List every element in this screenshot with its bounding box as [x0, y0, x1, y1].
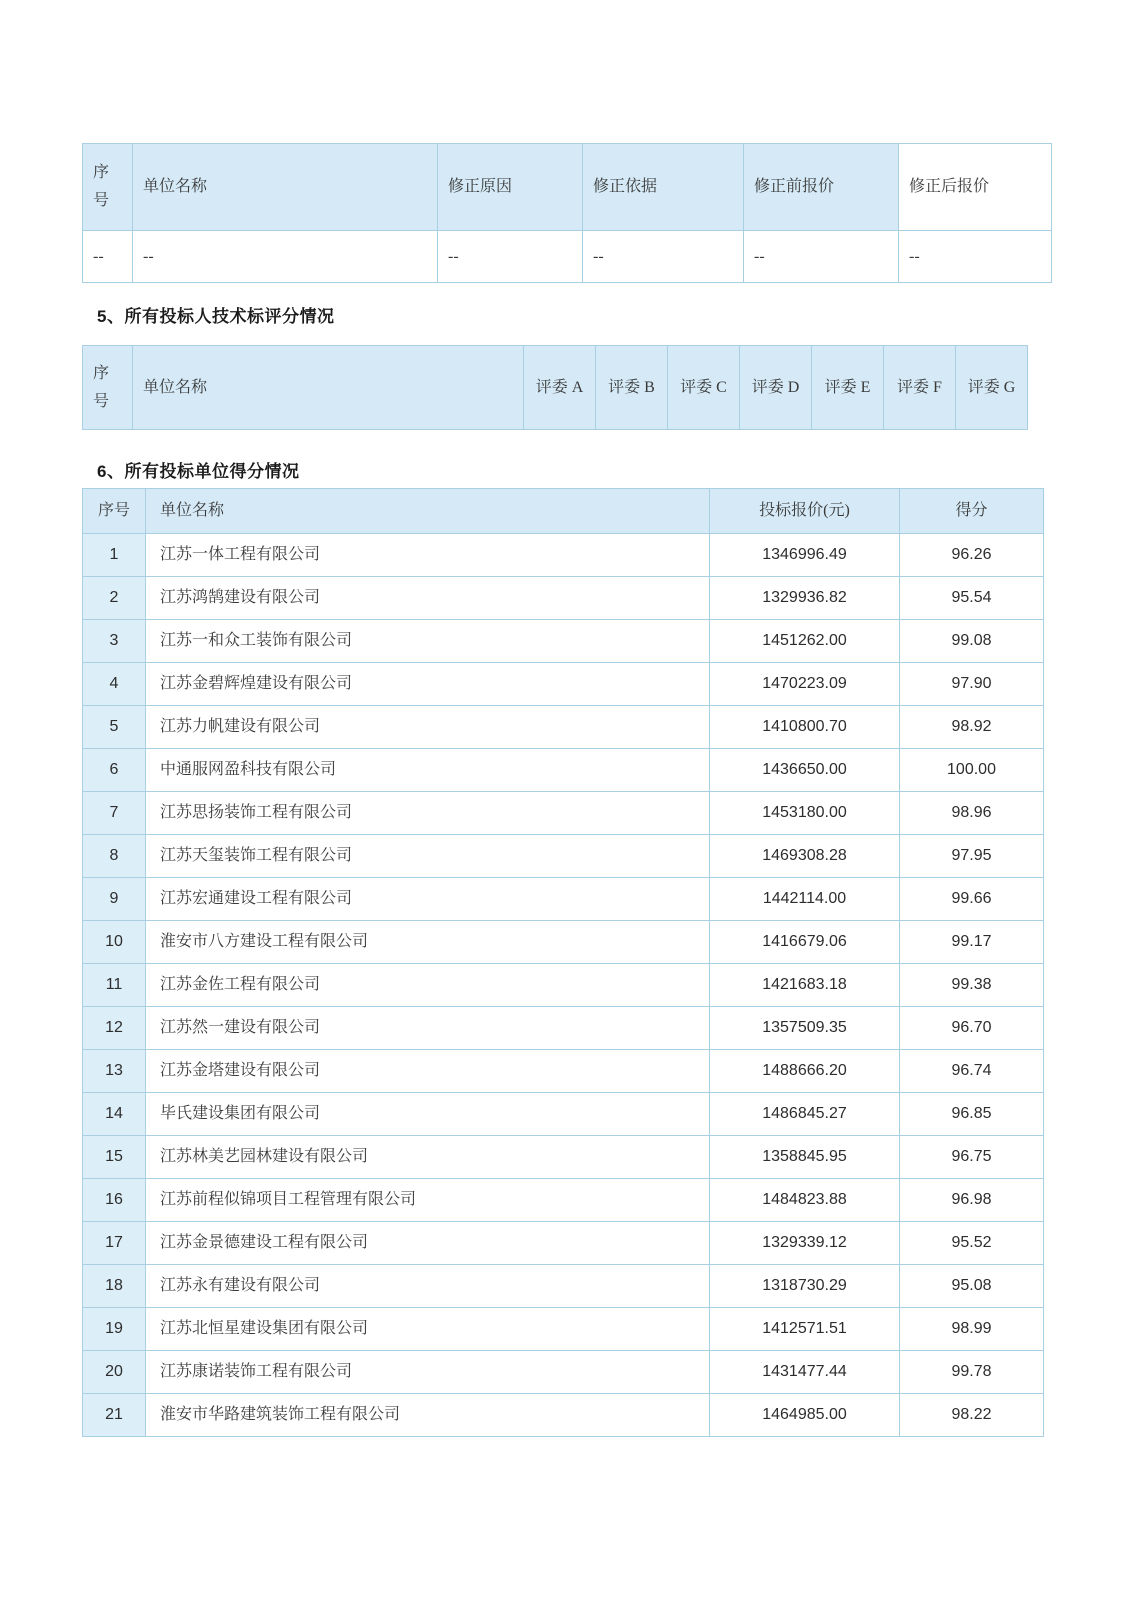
- cell-bid-price: 1358845.95: [710, 1136, 900, 1179]
- cell-score: 98.22: [900, 1394, 1044, 1437]
- cell-score: 97.95: [900, 835, 1044, 878]
- column-header: 评委 F: [884, 346, 956, 430]
- cell-bid-price: 1470223.09: [710, 663, 900, 706]
- cell-serial-number: 19: [83, 1308, 146, 1351]
- column-header: 评委 C: [668, 346, 740, 430]
- cell-bid-price: 1431477.44: [710, 1351, 900, 1394]
- cell-score: 96.26: [900, 534, 1044, 577]
- cell-company-name: 江苏永有建设有限公司: [146, 1265, 710, 1308]
- cell-company-name: 江苏天玺装饰工程有限公司: [146, 835, 710, 878]
- table-row: [83, 1136, 1044, 1179]
- table-row: [83, 835, 1044, 878]
- cell-bid-price: 1464985.00: [710, 1394, 900, 1437]
- column-header: 得分: [900, 489, 1044, 534]
- cell-score: 98.92: [900, 706, 1044, 749]
- cell-score: 95.52: [900, 1222, 1044, 1265]
- cell-serial-number: 7: [83, 792, 146, 835]
- correction-table: [82, 143, 1052, 283]
- table-row: [83, 1222, 1044, 1265]
- column-header: 序号: [83, 144, 133, 231]
- table-row: [83, 964, 1044, 1007]
- cell-bid-price: 1442114.00: [710, 878, 900, 921]
- table-row: [83, 921, 1044, 964]
- column-header: 评委 E: [812, 346, 884, 430]
- table-row: [83, 1007, 1044, 1050]
- column-header: 评委 G: [956, 346, 1028, 430]
- table-row: [83, 1050, 1044, 1093]
- table-cell: --: [438, 231, 583, 283]
- column-header: 单位名称: [146, 489, 710, 534]
- correction-table-header-row: [83, 144, 1052, 231]
- cell-serial-number: 16: [83, 1179, 146, 1222]
- cell-serial-number: 15: [83, 1136, 146, 1179]
- cell-score: 95.08: [900, 1265, 1044, 1308]
- cell-serial-number: 2: [83, 577, 146, 620]
- cell-bid-price: 1346996.49: [710, 534, 900, 577]
- cell-bid-price: 1488666.20: [710, 1050, 900, 1093]
- table-row: [83, 620, 1044, 663]
- cell-company-name: 江苏金佐工程有限公司: [146, 964, 710, 1007]
- table-row: [83, 749, 1044, 792]
- cell-score: 96.85: [900, 1093, 1044, 1136]
- table-row: [83, 878, 1044, 921]
- cell-serial-number: 3: [83, 620, 146, 663]
- cell-bid-price: 1410800.70: [710, 706, 900, 749]
- cell-score: 96.98: [900, 1179, 1044, 1222]
- cell-company-name: 淮安市华路建筑装饰工程有限公司: [146, 1394, 710, 1437]
- cell-serial-number: 11: [83, 964, 146, 1007]
- cell-company-name: 江苏一和众工装饰有限公司: [146, 620, 710, 663]
- cell-score: 100.00: [900, 749, 1044, 792]
- cell-serial-number: 18: [83, 1265, 146, 1308]
- column-header: 投标报价(元): [710, 489, 900, 534]
- column-header: 评委 B: [596, 346, 668, 430]
- table-row: [83, 706, 1044, 749]
- cell-company-name: 江苏金景德建设工程有限公司: [146, 1222, 710, 1265]
- cell-serial-number: 9: [83, 878, 146, 921]
- table-row: [83, 1179, 1044, 1222]
- cell-company-name: 江苏北恒星建设集团有限公司: [146, 1308, 710, 1351]
- cell-company-name: 江苏思扬装饰工程有限公司: [146, 792, 710, 835]
- score-table: [82, 488, 1044, 1437]
- cell-company-name: 江苏林美艺园林建设有限公司: [146, 1136, 710, 1179]
- table-cell: --: [83, 231, 133, 283]
- column-header: 序号: [83, 489, 146, 534]
- cell-score: 96.74: [900, 1050, 1044, 1093]
- cell-serial-number: 17: [83, 1222, 146, 1265]
- section6-title: 6、所有投标单位得分情况: [97, 462, 300, 481]
- table-cell: --: [744, 231, 899, 283]
- table-row: [83, 792, 1044, 835]
- table-row: [83, 534, 1044, 577]
- cell-company-name: 毕氏建设集团有限公司: [146, 1093, 710, 1136]
- cell-serial-number: 21: [83, 1394, 146, 1437]
- cell-serial-number: 1: [83, 534, 146, 577]
- cell-company-name: 淮安市八方建设工程有限公司: [146, 921, 710, 964]
- table-row: [83, 1394, 1044, 1437]
- cell-score: 98.96: [900, 792, 1044, 835]
- column-header: 单位名称: [133, 346, 524, 430]
- table-row: [83, 1093, 1044, 1136]
- column-header: 评委 D: [740, 346, 812, 430]
- cell-score: 99.38: [900, 964, 1044, 1007]
- column-header: 修正原因: [438, 144, 583, 231]
- column-header: 修正前报价: [744, 144, 899, 231]
- cell-company-name: 江苏金碧辉煌建设有限公司: [146, 663, 710, 706]
- cell-serial-number: 12: [83, 1007, 146, 1050]
- cell-company-name: 江苏宏通建设工程有限公司: [146, 878, 710, 921]
- cell-serial-number: 4: [83, 663, 146, 706]
- cell-score: 96.75: [900, 1136, 1044, 1179]
- cell-serial-number: 6: [83, 749, 146, 792]
- cell-company-name: 江苏力帆建设有限公司: [146, 706, 710, 749]
- cell-score: 99.17: [900, 921, 1044, 964]
- cell-score: 96.70: [900, 1007, 1044, 1050]
- table-cell: --: [133, 231, 438, 283]
- cell-serial-number: 20: [83, 1351, 146, 1394]
- column-header: 修正依据: [583, 144, 744, 231]
- table-cell: --: [583, 231, 744, 283]
- cell-bid-price: 1469308.28: [710, 835, 900, 878]
- cell-company-name: 江苏康诺装饰工程有限公司: [146, 1351, 710, 1394]
- table-row: [83, 1351, 1044, 1394]
- column-header: 序号: [83, 346, 133, 430]
- cell-score: 97.90: [900, 663, 1044, 706]
- table-row: [83, 577, 1044, 620]
- cell-bid-price: 1486845.27: [710, 1093, 900, 1136]
- table-row: [83, 1308, 1044, 1351]
- cell-score: 99.66: [900, 878, 1044, 921]
- table-cell: --: [899, 231, 1052, 283]
- cell-bid-price: 1451262.00: [710, 620, 900, 663]
- cell-bid-price: 1436650.00: [710, 749, 900, 792]
- cell-bid-price: 1357509.35: [710, 1007, 900, 1050]
- cell-serial-number: 5: [83, 706, 146, 749]
- section5-title: 5、所有投标人技术标评分情况: [97, 307, 335, 326]
- cell-company-name: 中通服网盈科技有限公司: [146, 749, 710, 792]
- score-table-body: [83, 534, 1044, 1437]
- cell-company-name: 江苏鸿鹄建设有限公司: [146, 577, 710, 620]
- cell-score: 99.78: [900, 1351, 1044, 1394]
- cell-bid-price: 1329339.12: [710, 1222, 900, 1265]
- cell-bid-price: 1421683.18: [710, 964, 900, 1007]
- table-row: [83, 663, 1044, 706]
- cell-bid-price: 1318730.29: [710, 1265, 900, 1308]
- cell-company-name: 江苏金塔建设有限公司: [146, 1050, 710, 1093]
- table-row: [83, 1265, 1044, 1308]
- cell-bid-price: 1412571.51: [710, 1308, 900, 1351]
- score-table-header-row: [83, 489, 1044, 534]
- cell-company-name: 江苏一体工程有限公司: [146, 534, 710, 577]
- cell-bid-price: 1416679.06: [710, 921, 900, 964]
- cell-serial-number: 8: [83, 835, 146, 878]
- tech-score-table: [82, 345, 1028, 430]
- cell-score: 98.99: [900, 1308, 1044, 1351]
- cell-company-name: 江苏前程似锦项目工程管理有限公司: [146, 1179, 710, 1222]
- cell-company-name: 江苏然一建设有限公司: [146, 1007, 710, 1050]
- tech-score-table-header-row: [83, 346, 1028, 430]
- correction-table-data-row: [83, 231, 1052, 283]
- cell-serial-number: 13: [83, 1050, 146, 1093]
- cell-bid-price: 1329936.82: [710, 577, 900, 620]
- column-header: 单位名称: [133, 144, 438, 231]
- cell-score: 95.54: [900, 577, 1044, 620]
- cell-serial-number: 10: [83, 921, 146, 964]
- cell-score: 99.08: [900, 620, 1044, 663]
- cell-bid-price: 1484823.88: [710, 1179, 900, 1222]
- column-header: 评委 A: [524, 346, 596, 430]
- cell-bid-price: 1453180.00: [710, 792, 900, 835]
- cell-serial-number: 14: [83, 1093, 146, 1136]
- column-header: 修正后报价: [899, 144, 1052, 231]
